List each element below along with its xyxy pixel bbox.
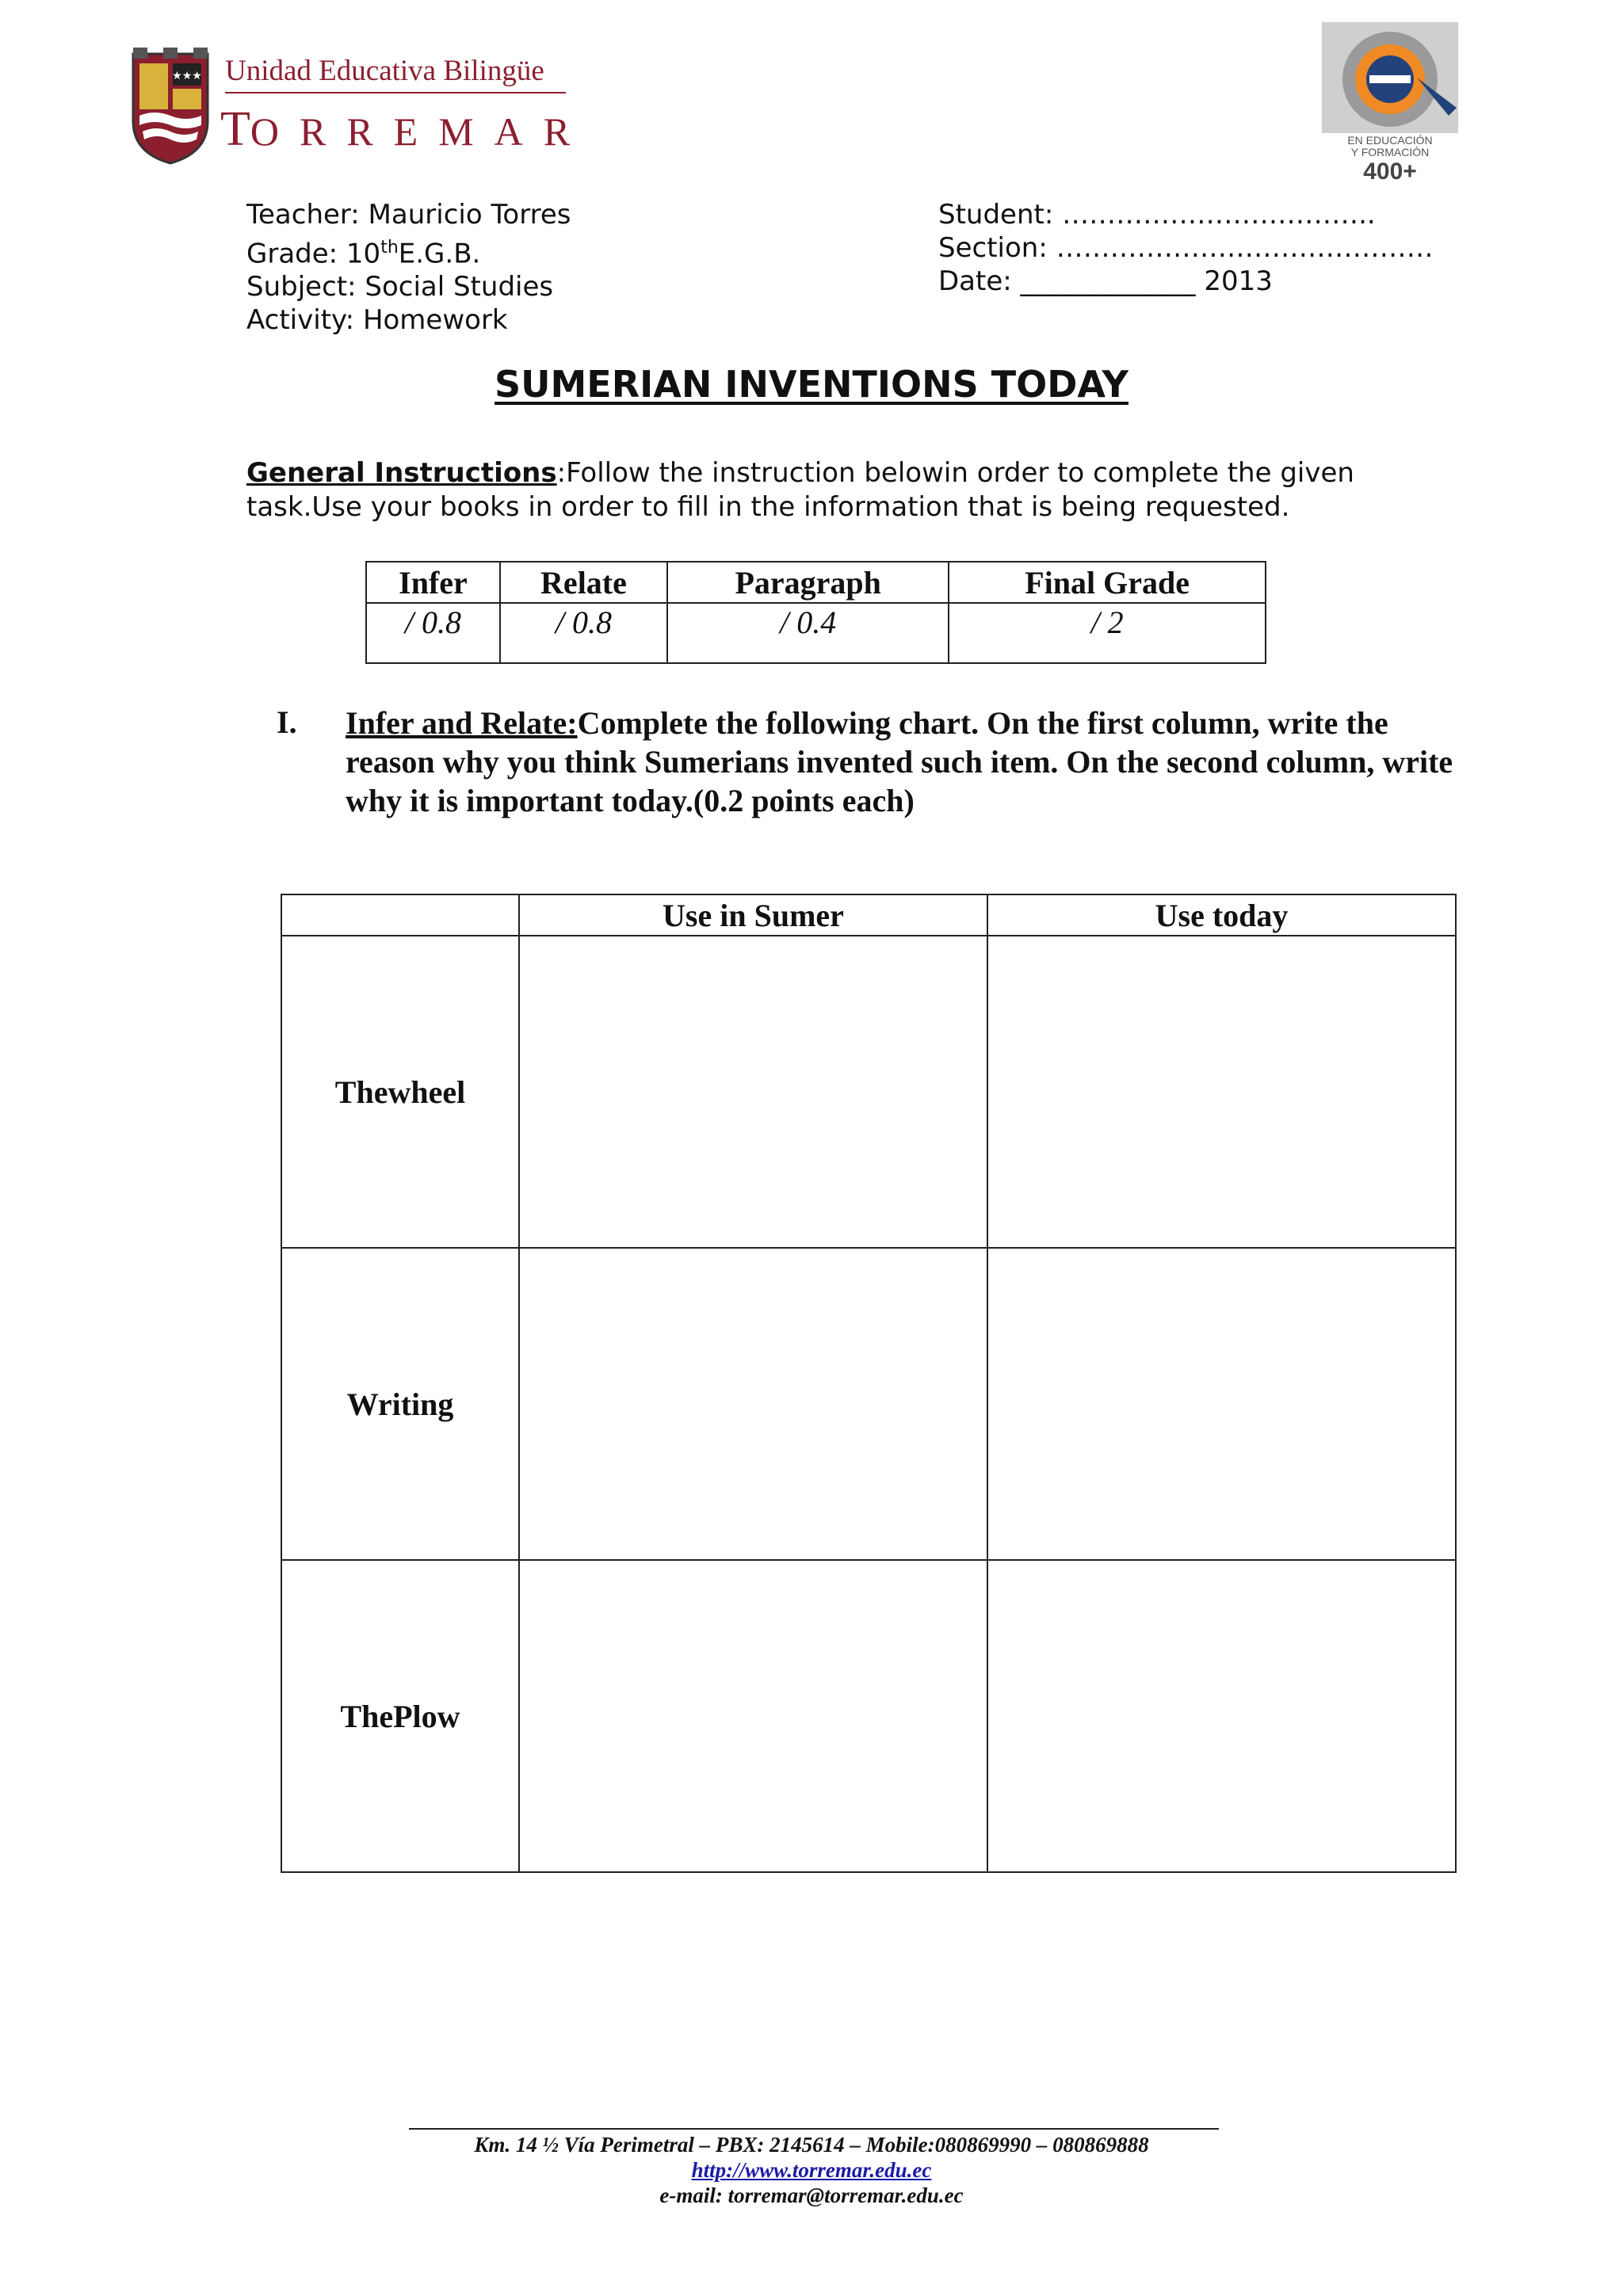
school-name: Unidad Educativa Bilingüe	[225, 55, 544, 87]
page-title: SUMERIAN INVENTIONS TODAY	[495, 363, 1128, 406]
grade-value-infer: / 0.8	[366, 603, 500, 663]
grade-header-infer: Infer	[366, 562, 500, 603]
chart-header-blank	[281, 894, 519, 936]
info-right	[938, 198, 1434, 298]
school-wordmark: TORREMAR	[220, 102, 591, 156]
grade-header-final: Final Grade	[949, 562, 1266, 603]
section-instructions: Infer and Relate:Complete the following chart. On the first column, write the reason why you think Sumerians invented such item. On the second column, write why it is important today.(0.2 points each)	[346, 705, 1453, 818]
answer-cell-wheel-today[interactable]	[987, 936, 1456, 1248]
footer-address: Km. 14 ½ Vía Perimetral – PBX: 2145614 – Mobile:080869990 – 080869888	[474, 2133, 1149, 2157]
answer-cell-writing-sumer[interactable]	[519, 1248, 987, 1560]
chart-header-use-today: Use today	[987, 894, 1456, 936]
seal-score: 400+	[1363, 158, 1417, 185]
seal-caption: EN EDUCACIÓN Y FORMACIÓN	[1347, 134, 1433, 158]
subject-line: Subject: Social Studies	[246, 271, 554, 303]
footer-url-line	[0, 2158, 1623, 2183]
svg-text:★★★: ★★★	[172, 70, 202, 82]
grade-value-final: / 2	[949, 603, 1266, 663]
grade-header-relate: Relate	[500, 562, 667, 603]
teacher-line: Teacher: Mauricio Torres	[246, 199, 571, 231]
school-logo	[127, 46, 591, 165]
answer-cell-plow-today[interactable]	[987, 1560, 1456, 1872]
grade-line: Grade: 10thE.G.B.	[246, 238, 481, 270]
row-label-plow: ThePlow	[281, 1560, 519, 1872]
general-instructions: General Instructions:Follow the instruction belowin order to complete the given task.Use your books in order to fill in the information that is being requested.	[246, 457, 1354, 523]
footer-email: e-mail: torremar@torremar.edu.ec	[659, 2183, 964, 2207]
crest-icon	[127, 46, 214, 165]
section-field[interactable]: Section: ……………………………………	[938, 232, 1434, 264]
footer-url-link[interactable]: http://www.torremar.edu.ec	[691, 2158, 932, 2182]
answer-cell-writing-today[interactable]	[987, 1248, 1456, 1560]
grade-header-paragraph: Paragraph	[667, 562, 949, 603]
grade-value-paragraph: / 0.4	[667, 603, 949, 663]
student-field[interactable]: Student: ……………………………..	[938, 199, 1376, 231]
chart-header-use-in-sumer: Use in Sumer	[519, 894, 987, 936]
inventions-chart	[281, 894, 1457, 1873]
activity-line: Activity: Homework	[246, 304, 508, 337]
info-left	[246, 198, 571, 337]
logo-divider	[225, 92, 566, 93]
footer-divider	[409, 2128, 1219, 2130]
date-field[interactable]: Date: _____________ 2013	[938, 265, 1273, 297]
excellence-seal-icon	[1322, 22, 1458, 133]
grade-table	[365, 561, 1266, 664]
row-label-writing: Writing	[281, 1248, 519, 1560]
grade-value-relate: / 0.8	[500, 603, 667, 663]
answer-cell-wheel-sumer[interactable]	[519, 936, 987, 1248]
quality-seal	[1322, 22, 1458, 185]
row-label-wheel: Thewheel	[281, 936, 519, 1248]
answer-cell-plow-sumer[interactable]	[519, 1560, 987, 1872]
section-number: I.	[277, 704, 297, 740]
